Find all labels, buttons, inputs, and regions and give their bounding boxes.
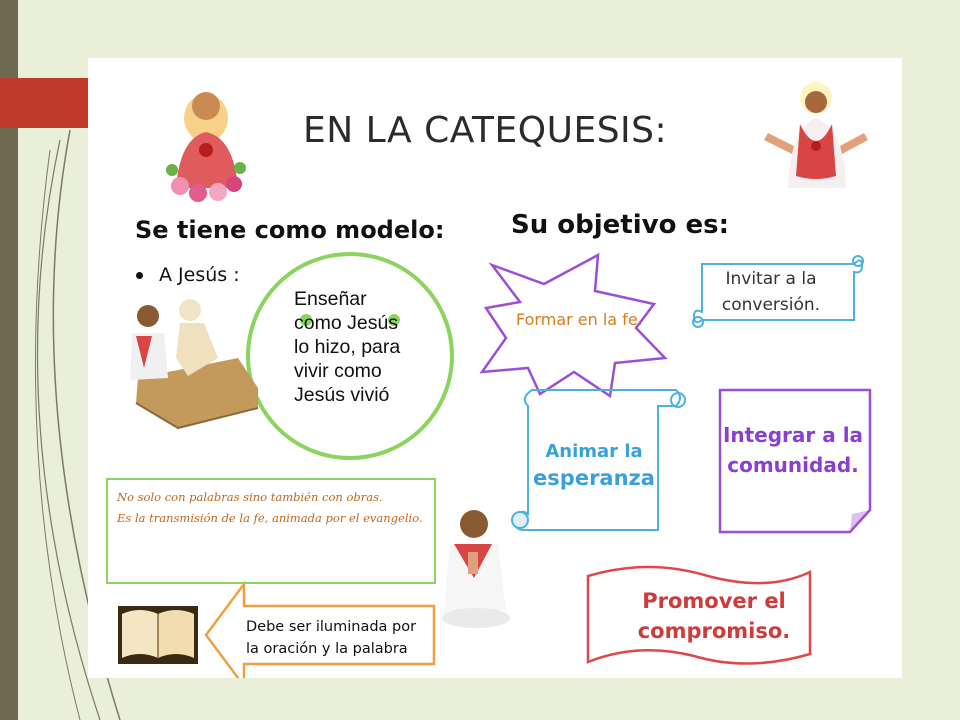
objective-commitment: [604, 586, 824, 646]
bullet-dot-icon: [136, 272, 143, 279]
left-heading: Se tiene como modelo:: [135, 216, 445, 244]
objective-community-line-1: Integrar a la: [722, 423, 864, 447]
bullet-item: [136, 264, 240, 286]
quote-box: [106, 478, 436, 584]
slide-content: [88, 58, 902, 678]
objective-hope: [529, 438, 659, 492]
objective-community-line-2: comunidad.: [727, 453, 859, 477]
objective-commitment-line-1: Promover el: [642, 589, 786, 613]
arrow-text-line-2: la oración y la palabra: [246, 641, 408, 657]
objective-form-faith: Formar en la fe.: [516, 310, 643, 329]
jesus-open-arms-image: [764, 82, 868, 188]
right-heading: Su objetivo es:: [511, 210, 730, 240]
slide-title: EN LA CATEQUESIS:: [303, 110, 668, 151]
jesus-healing-figure-image: [130, 299, 258, 428]
objective-hope-line-1: Animar la: [545, 441, 643, 462]
arrow-text-line-1: Debe ser iluminada por: [246, 619, 417, 635]
objective-hope-line-2: esperanza: [533, 466, 655, 490]
objective-conversion-line-1: Invitar a la: [725, 269, 817, 289]
open-bible-image: [118, 606, 198, 664]
arrow-text: [246, 616, 416, 660]
sacred-heart-jesus-image: [166, 92, 246, 202]
praying-jesus-figure-image: [442, 510, 510, 628]
slide-graphics: [88, 58, 902, 678]
objective-community: [718, 420, 868, 480]
quote-line-1: No solo con palabras sino también con obras.: [117, 490, 383, 504]
circle-text: Enseñar como Jesús lo hizo, para vivir como Jesús vivió: [294, 288, 401, 406]
objective-commitment-line-2: compromiso.: [637, 619, 791, 643]
bullet-text: A Jesús :: [159, 264, 240, 286]
objective-conversion-line-2: conversión.: [721, 295, 821, 315]
quote-line-2: Es la transmisión de la fe, animada por el evangelio.: [117, 511, 423, 525]
objective-conversion: [701, 266, 841, 318]
